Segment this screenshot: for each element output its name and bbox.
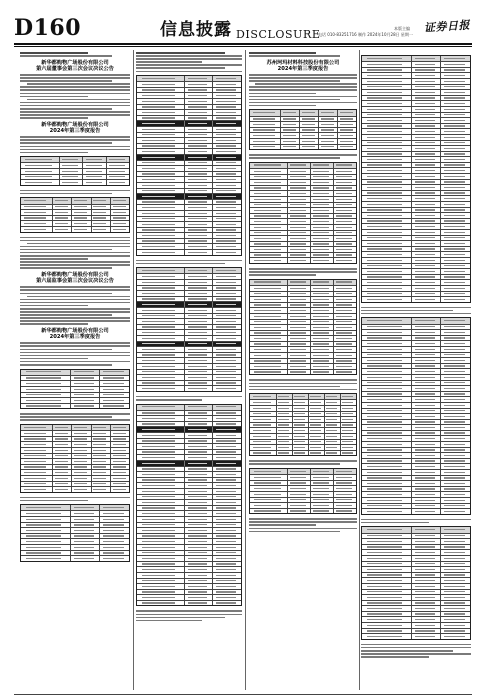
footer-rule	[14, 694, 472, 695]
page-contact-date: 电话 010-83251716 制作 2024年10月28日 星期一	[318, 32, 413, 37]
column-divider	[133, 50, 134, 690]
newspaper-logo: 证券日报	[423, 18, 471, 35]
changes-table	[249, 279, 357, 376]
report-body-text	[136, 260, 242, 265]
masthead-rule-thick	[14, 43, 472, 45]
income-statement-table	[136, 267, 242, 392]
announcement-title-1: 新华都购物广场股份有限公司 第六届董事会第三次会议决议公告	[36, 59, 114, 72]
announcement-body-1	[20, 74, 130, 119]
announcement-title-3: 新华都购物广场股份有限公司 第六届监事会第三次会议决议公告	[36, 271, 114, 285]
report-body-text	[361, 307, 471, 315]
announcement-body-4	[20, 342, 130, 365]
masthead-rule-thin	[14, 46, 472, 47]
report-body-text	[249, 379, 357, 390]
announcement-title-2: 新华都购物广场股份有限公司 2024年第三季度报告	[41, 121, 109, 135]
financial-table	[20, 369, 130, 410]
masthead	[0, 0, 484, 48]
key-financials-table	[249, 109, 357, 150]
announcement-title-4: 新华都购物广场股份有限公司 2024年第三季度报告	[41, 327, 109, 341]
column-2	[136, 52, 242, 682]
column-3	[249, 52, 357, 657]
report-footer-text	[136, 610, 242, 621]
balance-sheet-table	[136, 75, 242, 256]
announcement-header-text	[20, 52, 130, 57]
report-body-text	[249, 460, 357, 465]
report-header-text	[249, 52, 357, 57]
shareholders-table-2	[249, 468, 357, 514]
report-body-text	[361, 519, 471, 524]
income-statement-table	[361, 317, 471, 514]
financial-table	[20, 156, 130, 186]
cash-flow-table	[361, 526, 471, 639]
balance-sheet-table	[361, 55, 471, 303]
column-4	[361, 52, 471, 676]
shareholders-table	[249, 393, 357, 456]
financial-table	[20, 197, 130, 232]
column-divider	[245, 50, 246, 690]
section-title-en: DISCLOSURE	[236, 28, 321, 41]
announcement-body-4c	[20, 497, 130, 502]
report-footer-text	[361, 644, 471, 658]
non-recurring-items-table	[249, 162, 357, 264]
announcement-body-2c	[20, 237, 130, 269]
report-body-text	[249, 518, 357, 532]
announcement-body-3	[20, 286, 130, 325]
report-intro-text	[136, 52, 242, 72]
column-divider	[359, 50, 360, 690]
section-title-cn: 信息披露	[160, 20, 232, 40]
column-1	[20, 52, 130, 690]
announcement-body-2	[20, 136, 130, 153]
page-number: D160	[14, 15, 82, 41]
announcement-body-4b	[20, 413, 130, 421]
announcement-body-2b	[20, 190, 130, 195]
page-editor: 本版主编	[394, 26, 410, 31]
masthead-meta	[318, 26, 413, 38]
report-body-text	[249, 154, 357, 159]
cash-flow-table	[136, 404, 242, 607]
report-title: 苏州珂玛材料科技股份有限公司 2024年第三季度报告	[266, 59, 340, 72]
report-intro-text	[249, 74, 357, 106]
report-body-text	[136, 396, 242, 401]
financial-table	[20, 504, 130, 562]
report-body-text	[249, 268, 357, 276]
financial-table	[20, 424, 130, 493]
